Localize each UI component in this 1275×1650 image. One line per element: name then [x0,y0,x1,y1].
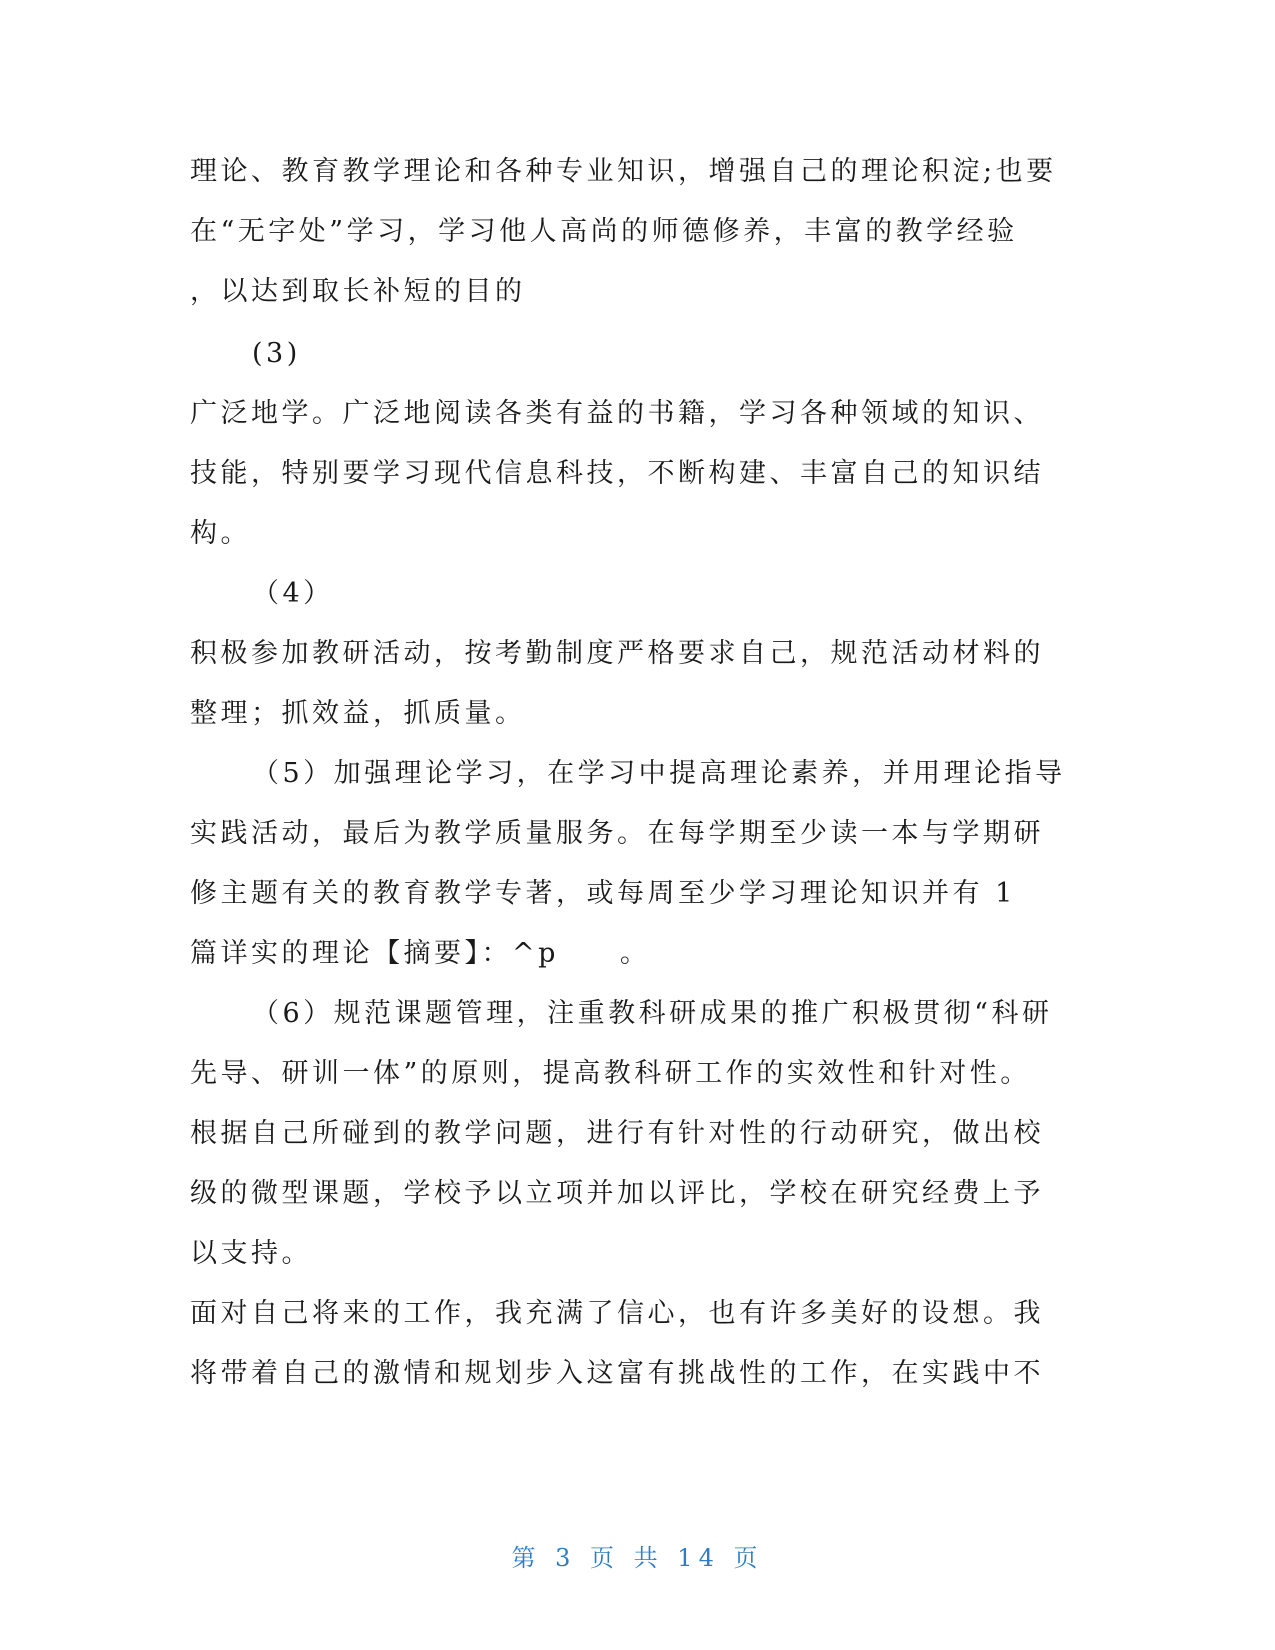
text-line: （6）规范课题管理，注重教科研成果的推广积极贯彻“科研 [252,998,1053,1029]
text-line: 修主题有关的教育教学专著，或每周至少学习理论知识并有 1 [190,878,1016,909]
text-line: 级的微型课题，学校予以立项并加以评比，学校在研究经费上予 [190,1178,1044,1209]
text-line: 在“无字处”学习，学习他人高尚的师德修养，丰富的教学经验 [190,216,1018,247]
text-line: ，以达到取长补短的目的 [190,276,526,307]
text-line: 整理；抓效益，抓质量。 [190,698,526,729]
text-line: 面对自己将来的工作，我充满了信心，也有许多美好的设想。我 [190,1298,1044,1329]
list-marker: (3) [252,338,301,369]
text-line: （5）加强理论学习，在学习中提高理论素养，并用理论指导 [252,758,1066,789]
text-line: 根据自己所碰到的教学问题，进行有针对性的行动研究，做出校 [190,1118,1044,1149]
text-line: 以支持。 [190,1238,312,1269]
text-line: 篇详实的理论【摘要】：^p 。 [190,938,651,969]
text-line: 构。 [190,518,251,549]
text-line: 先导、研训一体”的原则，提高教科研工作的实效性和针对性。 [190,1058,1031,1089]
text-line: 理论、教育教学理论和各种专业知识，增强自己的理论积淀;也要 [190,156,1057,187]
list-marker: （4） [252,578,334,609]
text-line: 技能，特别要学习现代信息科技，不断构建、丰富自己的知识结 [190,458,1044,489]
text-line: 广泛地学。广泛地阅读各类有益的书籍，学习各种领域的知识、 [190,398,1044,429]
text-line: 将带着自己的激情和规划步入这富有挑战性的工作，在实践中不 [190,1358,1044,1389]
text-line: 实践活动，最后为教学质量服务。在每学期至少读一本与学期研 [190,818,1044,849]
page-number-footer: 第 3 页 共 14 页 [511,1544,764,1572]
text-line: 积极参加教研活动，按考勤制度严格要求自己，规范活动材料的 [190,638,1044,669]
